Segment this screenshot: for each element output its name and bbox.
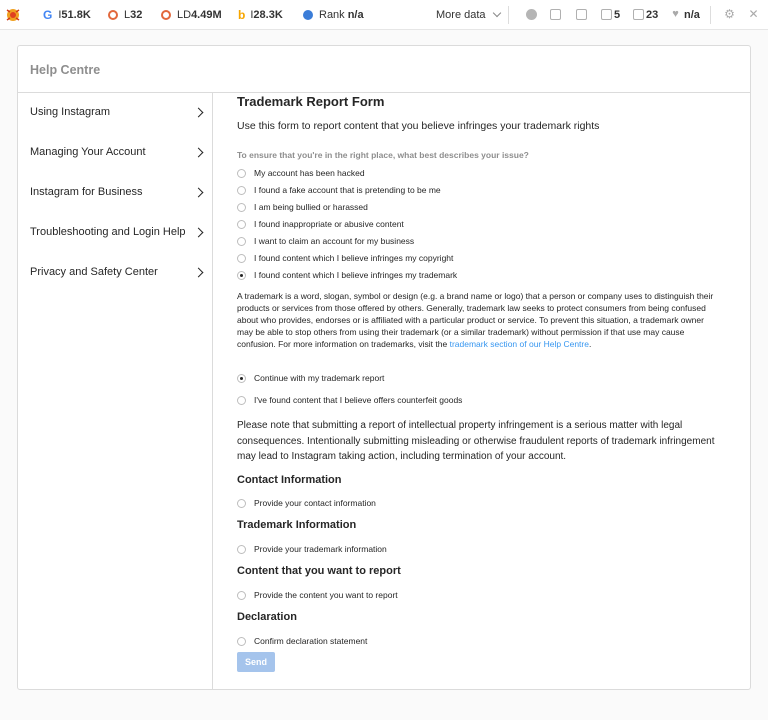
chevron-right-icon [194,108,204,118]
google-icon: G [43,8,53,22]
issue-option[interactable]: I found a fake account that is pretending to be me [237,183,441,197]
issue-option[interactable]: My account has been hacked [237,166,365,180]
help-centre-card [17,45,751,690]
seoquake-logo-icon[interactable] [5,7,21,23]
form-title: Trademark Report Form [237,94,385,109]
radio-button[interactable] [237,396,246,405]
help-sidebar [18,93,213,689]
links-metric[interactable]: L 32 [108,0,142,30]
rank-metric[interactable]: Rank n/a [303,0,364,30]
chevron-right-icon [194,268,204,278]
close-icon[interactable]: ✕ [748,7,759,21]
more-data-dropdown[interactable]: More data [436,0,500,30]
section-title-contact: Contact Information [237,474,342,486]
radio-button[interactable] [237,203,246,212]
radio-button[interactable] [237,499,246,508]
rank-icon [303,10,313,20]
semrush-icon [108,10,118,20]
chevron-right-icon [194,228,204,238]
external-links-count: 5 [614,9,621,21]
help-centre-header [18,46,750,93]
section-title-trademark: Trademark Information [237,519,357,531]
gear-icon[interactable]: ⚙ [724,7,735,21]
semrush-icon [161,10,171,20]
sidebar-item-managing-account[interactable]: Managing Your Account [18,133,213,173]
chevron-right-icon [194,148,204,158]
radio-button[interactable] [237,254,246,263]
content-option[interactable]: Provide the content you want to report [237,588,398,602]
seo-toolbar [0,0,768,30]
report-option-selected[interactable]: Continue with my trademark report [237,371,384,385]
bing-icon: b [238,8,246,22]
radio-button[interactable] [237,220,246,229]
trademark-explanation: A trademark is a word, slogan, symbol or design (e.g. a brand name or logo) that a person or company uses to distinguish their products or services from those offered by others. Generally, trademark law seeks to protect consumers from being confused about who provides, endorses or is affiliated with a particular product or service. To prevent this situation, a trademark owner may be able to stop others from using their trademark (or a similar trademark) without permission if that use may cause confusion. For more information on trademarks, visit the trademark section of our Help Centre. [237,291,714,349]
toolbar-divider [710,6,711,24]
pages-count: 23 [646,9,659,21]
issue-option[interactable]: I want to claim an account for my business [237,234,414,248]
issue-option[interactable]: I found content which I believe infringes my copyright [237,251,453,265]
info-icon[interactable] [526,9,537,20]
page-info-icon[interactable] [550,9,561,20]
sidebar-item-using-instagram[interactable]: Using Instagram [18,93,213,133]
bing-index-metric[interactable]: b I 28.3K [238,8,283,22]
report-option[interactable]: I've found content that I believe offers counterfeit goods [237,393,462,407]
linking-domains-metric[interactable]: LD 4.49M [161,0,222,30]
radio-button-selected[interactable] [237,374,246,383]
chevron-right-icon [194,188,204,198]
radio-button[interactable] [237,169,246,178]
contact-option[interactable]: Provide your contact information [237,496,376,510]
radio-button[interactable] [237,637,246,646]
issue-option[interactable]: I am being bullied or harassed [237,200,368,214]
section-title-declaration: Declaration [237,611,297,623]
form-intro: Use this form to report content that you believe infringes your trademark rights [237,120,600,132]
toolbar-divider [508,6,509,24]
page-analysis-icon[interactable] [576,9,587,20]
diagnosis-value: n/a [684,9,700,21]
chevron-down-icon [492,9,500,17]
trademark-option[interactable]: Provide your trademark information [237,542,387,556]
help-centre-title: Help Centre [30,63,101,77]
radio-button-selected[interactable] [237,271,246,280]
issue-option-selected[interactable]: I found content which I believe infringes my trademark [237,268,457,282]
send-button[interactable]: Send [237,652,275,672]
pages-icon[interactable] [633,9,644,20]
sidebar-item-privacy-safety[interactable]: Privacy and Safety Center [18,253,213,293]
declaration-option[interactable]: Confirm declaration statement [237,634,367,648]
sidebar-item-instagram-for-business[interactable]: Instagram for Business [18,173,213,213]
issue-option[interactable]: I found inappropriate or abusive content [237,217,404,231]
radio-button[interactable] [237,186,246,195]
sidebar-item-troubleshooting[interactable]: Troubleshooting and Login Help [18,213,213,253]
section-title-content: Content that you want to report [237,565,401,577]
legal-note: Please note that submitting a report of intellectual property infringement is a serious matter with legal consequences. Intentionally submitting misleading or otherwise fraudulent reports of trademark infringement may lead to Instagram taking action, including termination of your account. [237,420,715,462]
heart-icon[interactable]: ♥ [672,8,679,20]
trademark-help-link[interactable]: trademark section of our Help Centre [449,339,589,349]
google-index-metric[interactable]: G I 51.8K [43,8,91,22]
issue-question: To ensure that you're in the right place, what best describes your issue? [237,150,529,160]
radio-button[interactable] [237,545,246,554]
external-links-icon[interactable] [601,9,612,20]
radio-button[interactable] [237,237,246,246]
radio-button[interactable] [237,591,246,600]
